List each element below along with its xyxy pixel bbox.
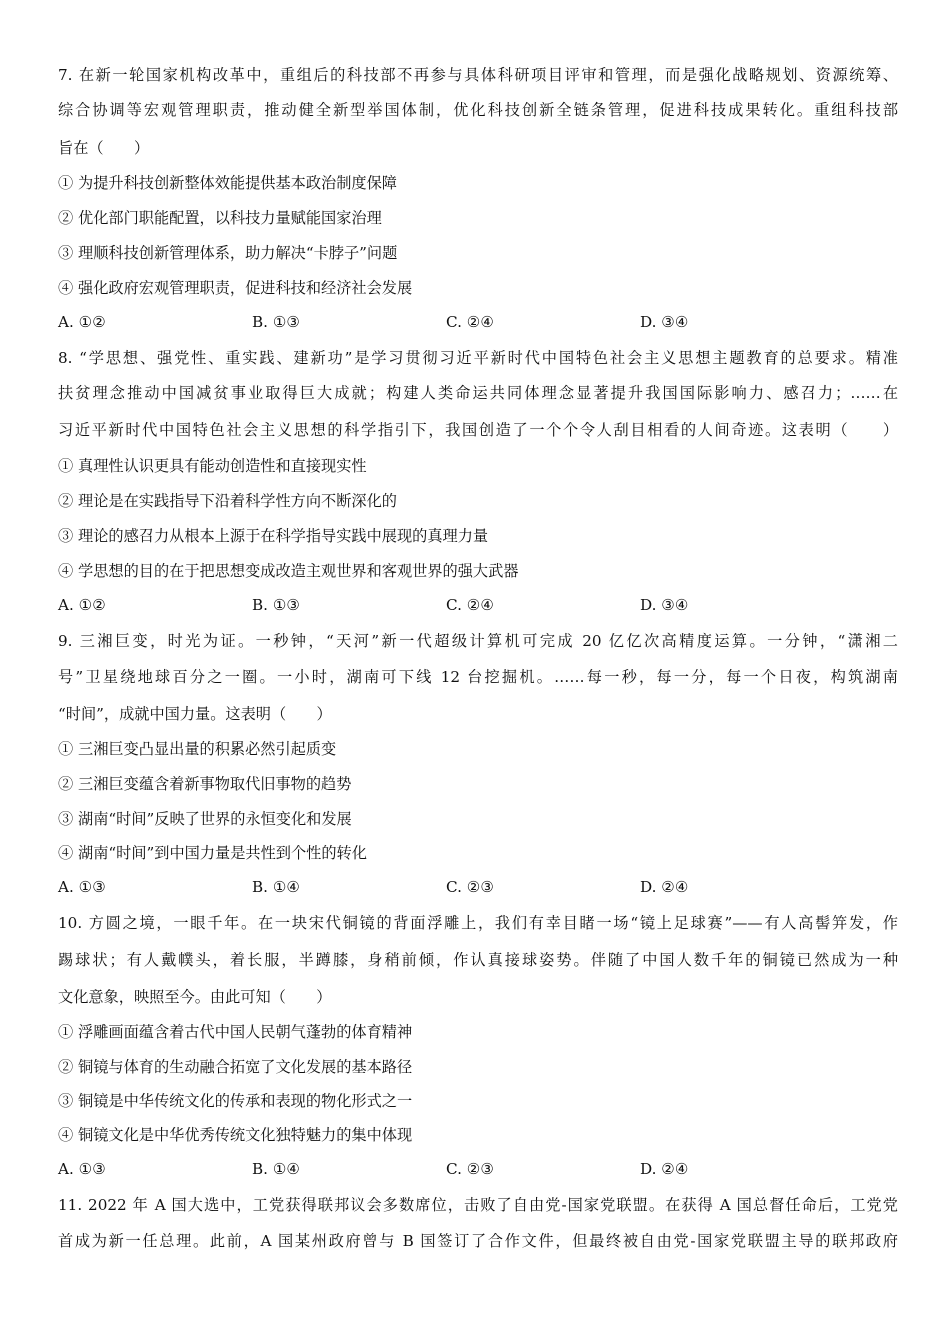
option-d: D. ③④ bbox=[640, 596, 689, 614]
option-a: A. ①③ bbox=[58, 1160, 106, 1178]
question-stem-line: 8. “学思想、强党性、重实践、建新功”是学习贯彻习近平新时代中国特色社会主义思想主题教育的总要求。精准 bbox=[58, 349, 898, 367]
statement: ④ 强化政府宏观管理职责，促进科技和经济社会发展 bbox=[58, 279, 413, 297]
question-stem-line: 9. 三湘巨变，时光为证。一秒钟，“天河”新一代超级计算机可完成 20 亿亿次高精度运算。一分钟，“潇湘二 bbox=[58, 632, 898, 650]
option-b: B. ①④ bbox=[252, 1160, 301, 1178]
statement: ② 优化部门职能配置，以科技力量赋能国家治理 bbox=[58, 209, 382, 227]
option-a: A. ①③ bbox=[58, 878, 106, 896]
statement: ① 浮雕画面蕴含着古代中国人民朝气蓬勃的体育精神 bbox=[58, 1023, 413, 1041]
option-c: C. ②④ bbox=[446, 596, 494, 614]
statement: ② 三湘巨变蕴含着新事物取代旧事物的趋势 bbox=[58, 775, 352, 793]
option-d: D. ③④ bbox=[640, 313, 689, 331]
question-stem-line: 7. 在新一轮国家机构改革中，重组后的科技部不再参与具体科研项目评审和管理，而是强化战略规划、资源统筹、 bbox=[58, 66, 898, 84]
question-stem-line: 号”卫星绕地球百分之一圈。一小时，湖南可下线 12 台挖掘机。……每一秒，每一分，每一个日夜，构筑湖南 bbox=[58, 668, 898, 686]
question-stem-line: 首成为新一任总理。此前，A 国某州政府曾与 B 国签订了合作文件，但最终被自由党-国家党联盟主导的联邦政府 bbox=[58, 1232, 898, 1250]
statement: ④ 湖南“时间”到中国力量是共性到个性的转化 bbox=[58, 844, 367, 862]
statement: ③ 理论的感召力从根本上源于在科学指导实践中展现的真理力量 bbox=[58, 527, 489, 545]
option-c: C. ②③ bbox=[446, 1160, 494, 1178]
statement: ① 三湘巨变凸显出量的积累必然引起质变 bbox=[58, 740, 337, 758]
option-b: B. ①③ bbox=[252, 313, 301, 331]
option-c: C. ②④ bbox=[446, 313, 494, 331]
option-b: B. ①③ bbox=[252, 596, 301, 614]
question-stem-line: 文化意象，映照至今。由此可知（ ） bbox=[58, 988, 332, 1006]
question-stem-line: 踢球状；有人戴幞头，着长服，半蹲膝，身稍前倾，作认真接球姿势。伴随了中国人数千年的铜镜已然成为一种 bbox=[58, 951, 898, 969]
statement: ② 理论是在实践指导下沿着科学性方向不断深化的 bbox=[58, 492, 397, 510]
statement: ① 真理性认识更具有能动创造性和直接现实性 bbox=[58, 457, 367, 475]
statement: ③ 铜镜是中华传统文化的传承和表现的物化形式之一 bbox=[58, 1092, 413, 1110]
question-stem-line: 综合协调等宏观管理职责，推动健全新型举国体制，优化科技创新全链条管理，促进科技成果转化。重组科技部 bbox=[58, 101, 898, 119]
option-b: B. ①④ bbox=[252, 878, 301, 896]
option-a: A. ①② bbox=[58, 596, 106, 614]
statement: ③ 理顺科技创新管理体系，助力解决“卡脖子”问题 bbox=[58, 244, 398, 262]
question-stem-line: 习近平新时代中国特色社会主义思想的科学指引下，我国创造了一个个令人刮目相看的人间奇迹。这表明（ ） bbox=[58, 421, 898, 439]
question-stem-line: 10. 方圆之境，一眼千年。在一块宋代铜镜的背面浮雕上，我们有幸目睹一场“镜上足球赛”——有人高髻笄发，作 bbox=[58, 914, 898, 932]
statement: ② 铜镜与体育的生动融合拓宽了文化发展的基本路径 bbox=[58, 1058, 413, 1076]
option-d: D. ②④ bbox=[640, 878, 689, 896]
question-stem-line: “时间”，成就中国力量。这表明（ ） bbox=[58, 705, 332, 723]
statement: ① 为提升科技创新整体效能提供基本政治制度保障 bbox=[58, 174, 397, 192]
option-c: C. ②③ bbox=[446, 878, 494, 896]
question-stem-line: 旨在（ ） bbox=[58, 139, 150, 157]
option-d: D. ②④ bbox=[640, 1160, 689, 1178]
statement: ④ 铜镜文化是中华优秀传统文化独特魅力的集中体现 bbox=[58, 1126, 413, 1144]
statement: ③ 湖南“时间”反映了世界的永恒变化和发展 bbox=[58, 810, 352, 828]
statement: ④ 学思想的目的在于把思想变成改造主观世界和客观世界的强大武器 bbox=[58, 562, 519, 580]
option-a: A. ①② bbox=[58, 313, 106, 331]
question-stem-line: 扶贫理念推动中国减贫事业取得巨大成就；构建人类命运共同体理念显著提升我国国际影响力、感召力；……在 bbox=[58, 384, 898, 402]
question-stem-line: 11. 2022 年 A 国大选中，工党获得联邦议会多数席位，击败了自由党-国家党联盟。在获得 A 国总督任命后，工党党 bbox=[58, 1196, 898, 1214]
